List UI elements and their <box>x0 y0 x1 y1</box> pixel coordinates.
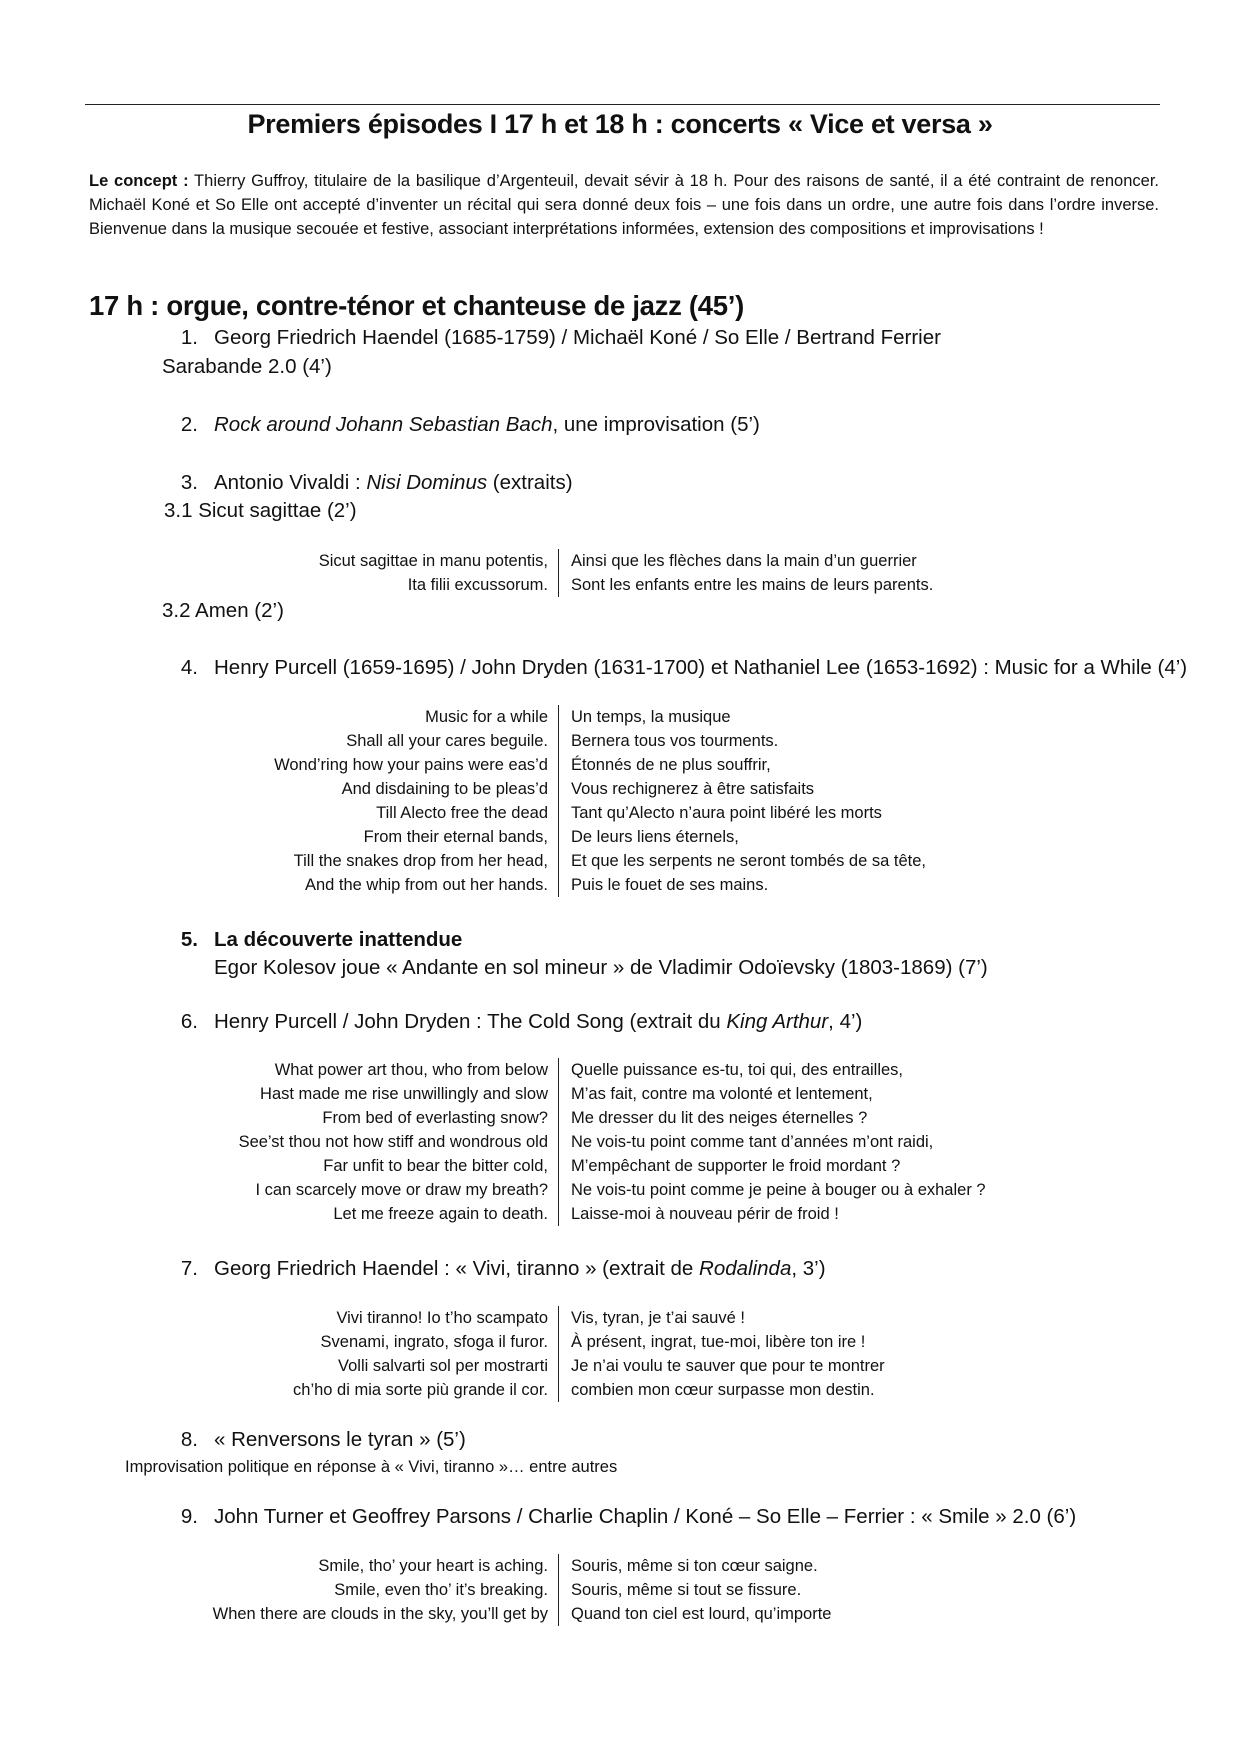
lyric-row <box>0 849 1240 873</box>
item-text: « Renversons le tyran » (5’) <box>214 1428 466 1451</box>
lyrics-smile <box>0 1554 1240 1626</box>
lyric-original: Till the snakes drop from her head, <box>293 852 548 870</box>
program-item-2 <box>162 413 760 437</box>
lyric-translation: M’as fait, contre ma volonté et lentement, <box>571 1085 873 1103</box>
item-number: 3. <box>180 471 198 494</box>
item-3-sub-1: 3.1 Sicut sagittae (2’) <box>164 499 357 522</box>
lyric-original: When there are clouds in the sky, you’ll get by <box>212 1605 548 1623</box>
lyric-original: Far unfit to bear the bitter cold, <box>323 1157 548 1175</box>
lyric-original: Till Alecto free the dead <box>376 804 548 822</box>
lyric-row <box>0 1202 1240 1226</box>
item-number: 9. <box>180 1505 198 1528</box>
lyric-row <box>0 1378 1240 1402</box>
lyric-translation: Laisse-moi à nouveau périr de froid ! <box>571 1205 839 1223</box>
item-number: 4. <box>180 656 198 679</box>
program-item-8 <box>162 1428 466 1452</box>
item-title-italic: Rock around Johann Sebastian Bach <box>214 413 553 436</box>
lyric-original: Vivi tiranno! Io t’ho scampato <box>336 1309 548 1327</box>
lyric-translation: Quand ton ciel est lourd, qu’importe <box>571 1605 832 1623</box>
item-text-pre: Henry Purcell / John Dryden : The Cold Song (extrait du <box>214 1010 727 1033</box>
lyric-row <box>0 1178 1240 1202</box>
lyric-translation: Souris, même si ton cœur saigne. <box>571 1557 818 1575</box>
item-1-subtitle: Sarabande 2.0 (4’) <box>162 355 332 378</box>
lyric-translation: Souris, même si tout se fissure. <box>571 1581 802 1599</box>
lyric-row <box>0 549 1240 573</box>
lyric-original: From bed of everlasting snow? <box>322 1109 548 1127</box>
section-heading: 17 h : orgue, contre-ténor et chanteuse de jazz (45’) <box>89 290 744 321</box>
lyric-translation: Puis le fouet de ses mains. <box>571 876 769 894</box>
lyric-translation: M’empêchant de supporter le froid mordant ? <box>571 1157 901 1175</box>
item-3-sub-2: 3.2 Amen (2’) <box>162 599 284 622</box>
program-item-3 <box>162 471 573 495</box>
lyric-translation: Bernera tous vos tourments. <box>571 732 779 750</box>
lyric-original: Wond’ring how your pains were eas’d <box>274 756 548 774</box>
item-title-italic: King Arthur <box>726 1010 829 1033</box>
item-8-note: Improvisation politique en réponse à « Vivi, tiranno »… entre autres <box>125 1458 618 1476</box>
item-number: 2. <box>180 413 198 436</box>
lyric-translation: Me dresser du lit des neiges éternelles ? <box>571 1109 868 1127</box>
lyric-original: Let me freeze again to death. <box>333 1205 548 1223</box>
lyric-row <box>0 1130 1240 1154</box>
lyric-row <box>0 777 1240 801</box>
lyric-row <box>0 729 1240 753</box>
item-text: John Turner et Geoffrey Parsons / Charlie Chaplin / Koné – So Elle – Ferrier : « Smile » 2.0 (6’) <box>214 1505 1077 1528</box>
item-text-post: (extraits) <box>487 471 573 494</box>
lyric-translation: Vous rechignerez à être satisfaits <box>571 780 815 798</box>
lyric-translation: Et que les serpents ne seront tombés de sa tête, <box>571 852 926 870</box>
lyric-original: I can scarcely move or draw my breath? <box>255 1181 548 1199</box>
lyric-translation: Ainsi que les flèches dans la main d’un guerrier <box>571 552 917 570</box>
item-number: 5. <box>180 928 198 951</box>
lyric-translation: Quelle puissance es-tu, toi qui, des entrailles, <box>571 1061 904 1079</box>
lyric-row <box>0 1106 1240 1130</box>
lyric-row <box>0 705 1240 729</box>
lyric-row <box>0 1554 1240 1578</box>
program-item-9 <box>162 1505 1076 1529</box>
lyric-translation: Étonnés de ne plus souffrir, <box>571 756 771 774</box>
lyric-original: Volli salvarti sol per mostrarti <box>338 1357 548 1375</box>
lyrics-vivi-tiranno <box>0 1306 1240 1402</box>
item-text-post: , 4’) <box>828 1010 863 1033</box>
item-number: 8. <box>180 1428 198 1451</box>
item-5-subtitle: Egor Kolesov joue « Andante en sol mineur » de Vladimir Odoïevsky (1803-1869) (7’) <box>214 956 988 979</box>
lyrics-sicut-sagittae <box>0 549 1240 597</box>
lyric-original: Hast made me rise unwillingly and slow <box>260 1085 548 1103</box>
lyric-translation: Je n’ai voulu te sauver que pour te montrer <box>571 1357 885 1375</box>
concept-label: Le concept : <box>89 172 189 190</box>
item-text: Henry Purcell (1659-1695) / John Dryden (1631-1700) et Nathaniel Lee (1653-1692) : Music for a While (4’) <box>214 656 1188 679</box>
item-title-italic: Rodalinda <box>699 1257 792 1280</box>
lyric-original: From their eternal bands, <box>363 828 548 846</box>
lyric-original: Sicut sagittae in manu potentis, <box>318 552 548 570</box>
lyric-original: Svenami, ingrato, sfoga il furor. <box>320 1333 548 1351</box>
program-item-1 <box>162 326 941 350</box>
lyric-translation: Tant qu’Alecto n’aura point libéré les morts <box>571 804 882 822</box>
item-number: 7. <box>180 1257 198 1280</box>
lyric-original: Smile, tho’ your heart is aching. <box>318 1557 548 1575</box>
lyric-row <box>0 801 1240 825</box>
lyrics-music-for-a-while <box>0 705 1240 897</box>
item-text-pre: Georg Friedrich Haendel : « Vivi, tiranno » (extrait de <box>214 1257 700 1280</box>
lyric-original: What power art thou, who from below <box>274 1061 548 1079</box>
program-item-7 <box>162 1257 826 1281</box>
lyric-translation: Un temps, la musique <box>571 708 731 726</box>
lyric-original: See’st thou not how stiff and wondrous old <box>238 1133 548 1151</box>
lyric-row <box>0 1082 1240 1106</box>
lyric-original: Shall all your cares beguile. <box>346 732 548 750</box>
lyrics-cold-song <box>0 1058 1240 1226</box>
lyric-row <box>0 825 1240 849</box>
lyric-row <box>0 753 1240 777</box>
item-number: 1. <box>180 326 198 349</box>
lyric-row <box>0 1330 1240 1354</box>
lyric-row <box>0 573 1240 597</box>
lyric-translation: Ne vois-tu point comme tant d’années m’ont raidi, <box>571 1133 934 1151</box>
item-text-post: , 3’) <box>791 1257 826 1280</box>
lyric-original: And disdaining to be pleas’d <box>341 780 548 798</box>
lyric-original: Music for a while <box>425 708 548 726</box>
item-text: Georg Friedrich Haendel (1685-1759) / Michaël Koné / So Elle / Bertrand Ferrier <box>214 326 941 349</box>
program-item-4 <box>162 656 1187 680</box>
concept-paragraph <box>89 169 1159 241</box>
lyric-row <box>0 1306 1240 1330</box>
item-number: 6. <box>180 1010 198 1033</box>
lyric-original: And the whip from out her hands. <box>304 876 548 894</box>
lyric-translation: Vis, tyran, je t’ai sauvé ! <box>571 1309 745 1327</box>
lyric-translation: combien mon cœur surpasse mon destin. <box>571 1381 875 1399</box>
lyric-row <box>0 1058 1240 1082</box>
item-text: , une improvisation (5’) <box>552 413 760 436</box>
item-text-pre: Antonio Vivaldi : <box>214 471 367 494</box>
lyric-row <box>0 1354 1240 1378</box>
lyric-translation: Sont les enfants entre les mains de leurs parents. <box>571 576 934 594</box>
program-item-5 <box>162 928 462 952</box>
item-title: La découverte inattendue <box>214 928 463 951</box>
lyric-translation: De leurs liens éternels, <box>571 828 739 846</box>
lyric-row <box>0 873 1240 897</box>
page-title: Premiers épisodes I 17 h et 18 h : concerts « Vice et versa » <box>247 109 993 139</box>
concept-text: Thierry Guffroy, titulaire de la basilique d’Argenteuil, devait sévir à 18 h. Pour des raisons de santé, il a été contraint de renoncer. Michaël Koné et So Elle ont accepté d’inventer un récital qui sera donné deux fois – une fois dans un ordre, une autre fois dans l’ordre inverse. Bienvenue dans la musique secouée et festive, associant interprétations informées, extension des compositions et improvisations ! <box>89 172 1159 238</box>
lyric-translation: Ne vois-tu point comme je peine à bouger ou à exhaler ? <box>571 1181 986 1199</box>
lyric-row <box>0 1602 1240 1626</box>
lyric-translation: À présent, ingrat, tue-moi, libère ton ire ! <box>571 1333 866 1351</box>
lyric-row <box>0 1154 1240 1178</box>
lyric-original: Ita filii excussorum. <box>407 576 548 594</box>
lyric-row <box>0 1578 1240 1602</box>
top-rule <box>85 104 1160 105</box>
item-title-italic: Nisi Dominus <box>366 471 488 494</box>
lyric-original: Smile, even tho’ it’s breaking. <box>334 1581 548 1599</box>
program-item-6 <box>162 1010 862 1034</box>
lyric-original: ch’ho di mia sorte più grande il cor. <box>293 1381 548 1399</box>
